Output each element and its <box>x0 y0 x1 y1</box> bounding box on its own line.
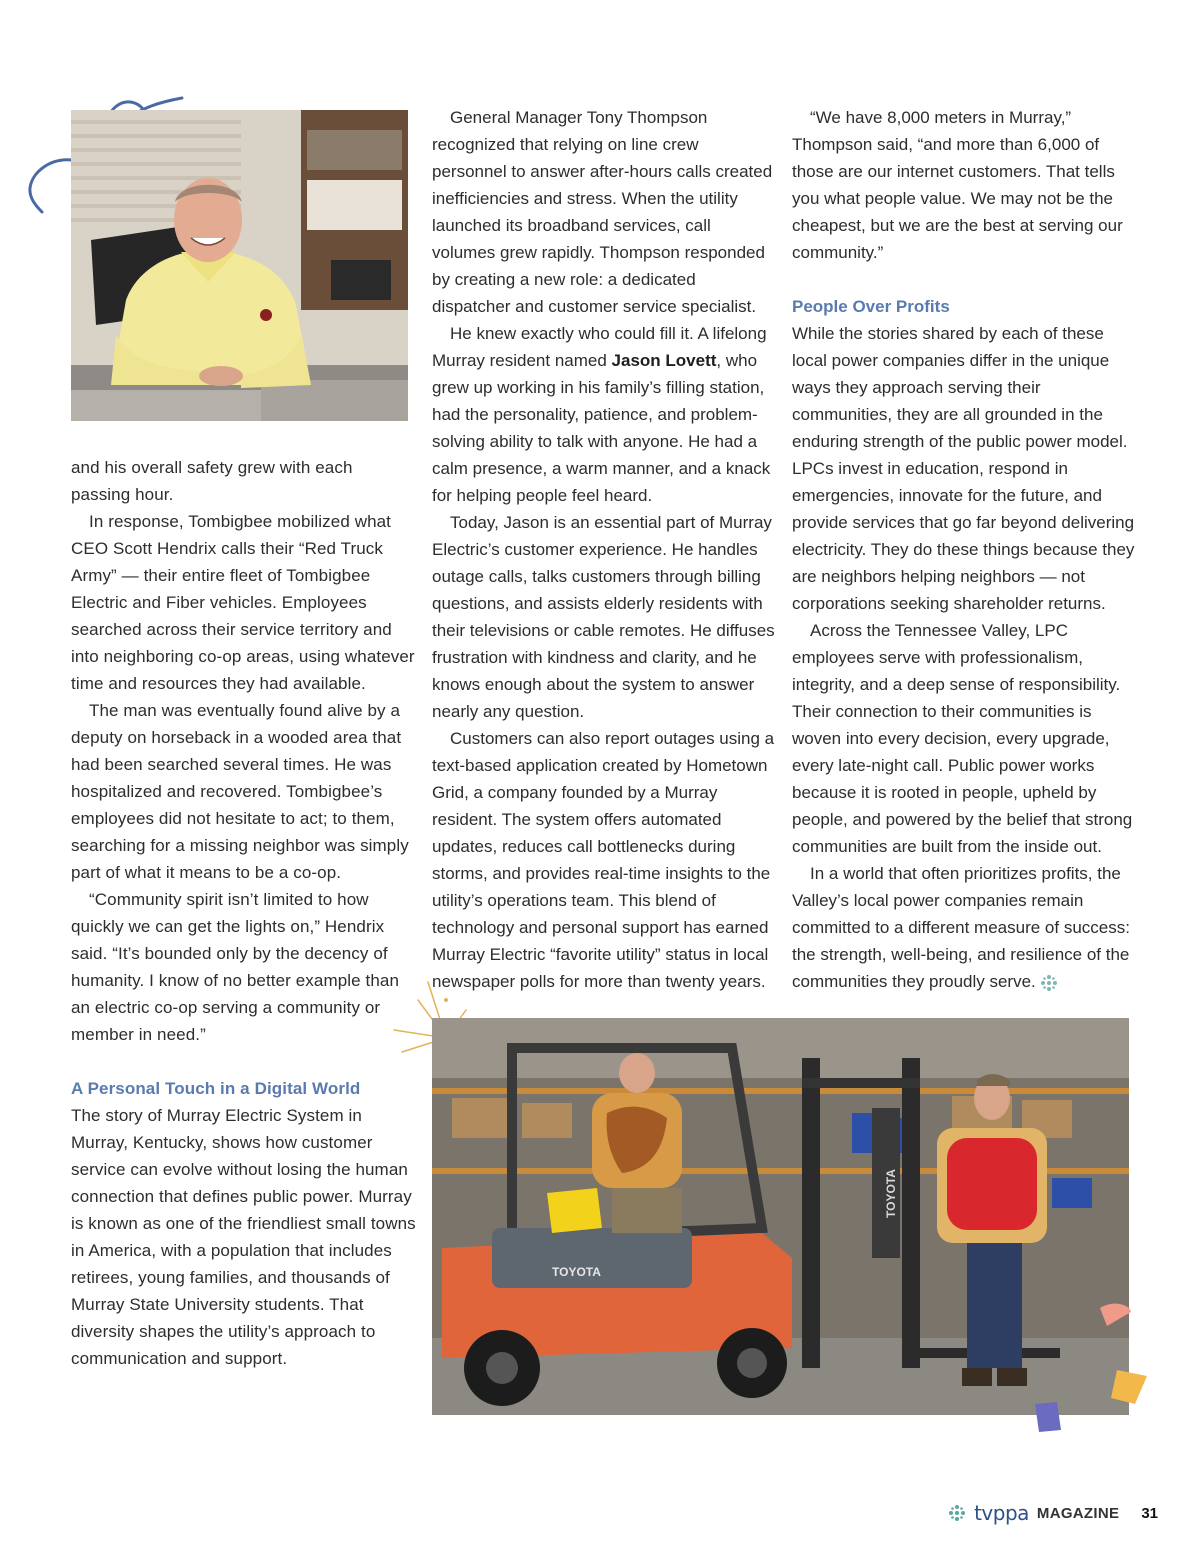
decorative-confetti <box>1025 1300 1155 1440</box>
paragraph-text: In a world that often prioritizes profits, the Valley’s local power companies remain committed to a different measure of success: the strength, well-being, and resilience of the communities they proudly serve. <box>792 864 1130 991</box>
footer-magazine-label: MAGAZINE <box>1036 1504 1120 1522</box>
section-heading: A Personal Touch in a Digital World <box>71 1079 361 1098</box>
paragraph: Today, Jason is an essential part of Murray Electric’s customer experience. He handles outage calls, talks customers through billing questions, and assists elderly residents with their televisions or cable remotes. He diffuses frustration with kindness and clarity, and he knows enough about the system to answer nearly any question. <box>432 513 775 721</box>
paragraph: The man was eventually found alive by a deputy on horseback in a wooded area that had been searched several times. He was hospitalized and recovered. Tombigbee’s employees did not hesitate to act; to them, searching for a missing neighbor was simply part of what it means to be a co-op. <box>71 701 409 882</box>
footer-logo-text: tvppa <box>974 1501 1029 1525</box>
section-heading: People Over Profits <box>792 297 950 316</box>
person-name: Jason Lovett <box>611 351 717 370</box>
paragraph: General Manager Tony Thompson recognized that relying on line crew personnel to answer after-hours calls created inefficiencies and stress. When the utility launched its broadband services, call volumes grew rapidly. Thompson responded by creating a new role: a dedicated dispatcher and customer service specialist. <box>432 108 773 316</box>
tvppa-logo-icon <box>948 1504 966 1522</box>
paragraph <box>792 860 1137 995</box>
paragraph: While the stories shared by each of these local power companies differ in the unique ways they approach serving their communities, they are all grounded in the enduring strength of the public power model. LPCs invest in education, respond in emergencies, innovate for the future, and provide services that go far beyond delivering electricity. They do these things because they are neighbors helping neighbors — not corporations seeking shareholder returns. <box>792 324 1135 613</box>
article-column-2 <box>432 104 777 995</box>
end-mark-icon <box>1040 974 1058 992</box>
forklift-mast-brand: TOYOTA <box>884 1169 898 1218</box>
manager-photo-illustration <box>71 110 408 421</box>
page-number: 31 <box>1141 1504 1158 1522</box>
paragraph: and his overall safety grew with each passing hour. <box>71 458 353 504</box>
paragraph: Customers can also report outages using a text-based application created by Hometown Grid, a company founded by a Murray resident. The system offers automated updates, reduces call bottlenecks during storms, and provides real-time insights to the utility’s operations team. This blend of technology and personal support has earned Murray Electric “favorite utility” status in local newspaper polls for more than twenty years. <box>432 729 775 991</box>
paragraph: In response, Tombigbee mobilized what CEO Scott Hendrix calls their “Red Truck Army” — their entire fleet of Tombigbee Electric and Fiber vehicles. Employees searched across their service territory and into neighboring co-op areas, using whatever time and resources they had available. <box>71 512 415 693</box>
article-column-1 <box>71 454 416 1372</box>
paragraph <box>432 320 777 509</box>
forklift-body-brand: TOYOTA <box>552 1265 601 1279</box>
photo-manager-at-desk <box>71 110 408 421</box>
paragraph: The story of Murray Electric System in Murray, Kentucky, shows how customer service can evolve without losing the human connection that defines public power. Murray is known as one of the friendliest small towns in America, with a population that includes retirees, young families, and thousands of Murray State University students. That diversity shapes the utility’s approach to communication and support. <box>71 1106 416 1368</box>
page-footer <box>948 1501 1158 1525</box>
paragraph: “Community spirit isn’t limited to how quickly we can get the lights on,” Hendrix said. “It’s bounded only by the decency of humanity. I know of no better example than an electric co-op serving a community or member in need.” <box>71 890 400 1044</box>
paragraph-text: He knew exactly who could fill it. A lifelong Murray resident named <box>432 324 767 370</box>
paragraph: Across the Tennessee Valley, LPC employees serve with professionalism, integrity, and a deep sense of responsibility. Their connection to their communities is woven into every decision, every upgrade, every late-night call. Public power works because it is rooted in people, upheld by people, and powered by the belief that strong communities are built from the inside out. <box>792 621 1133 856</box>
paragraph: “We have 8,000 meters in Murray,” Thompson said, “and more than 6,000 of those are our internet customers. That tells you what people value. We may not be the cheapest, but we are the best at serving our community.” <box>792 108 1123 262</box>
article-column-3 <box>792 104 1137 995</box>
paragraph-text: , who grew up working in his family’s filling station, had the personality, patience, and problem-solving ability to talk with anyone. He had a calm presence, a warm manner, and a knack for helping people feel heard. <box>432 351 771 505</box>
